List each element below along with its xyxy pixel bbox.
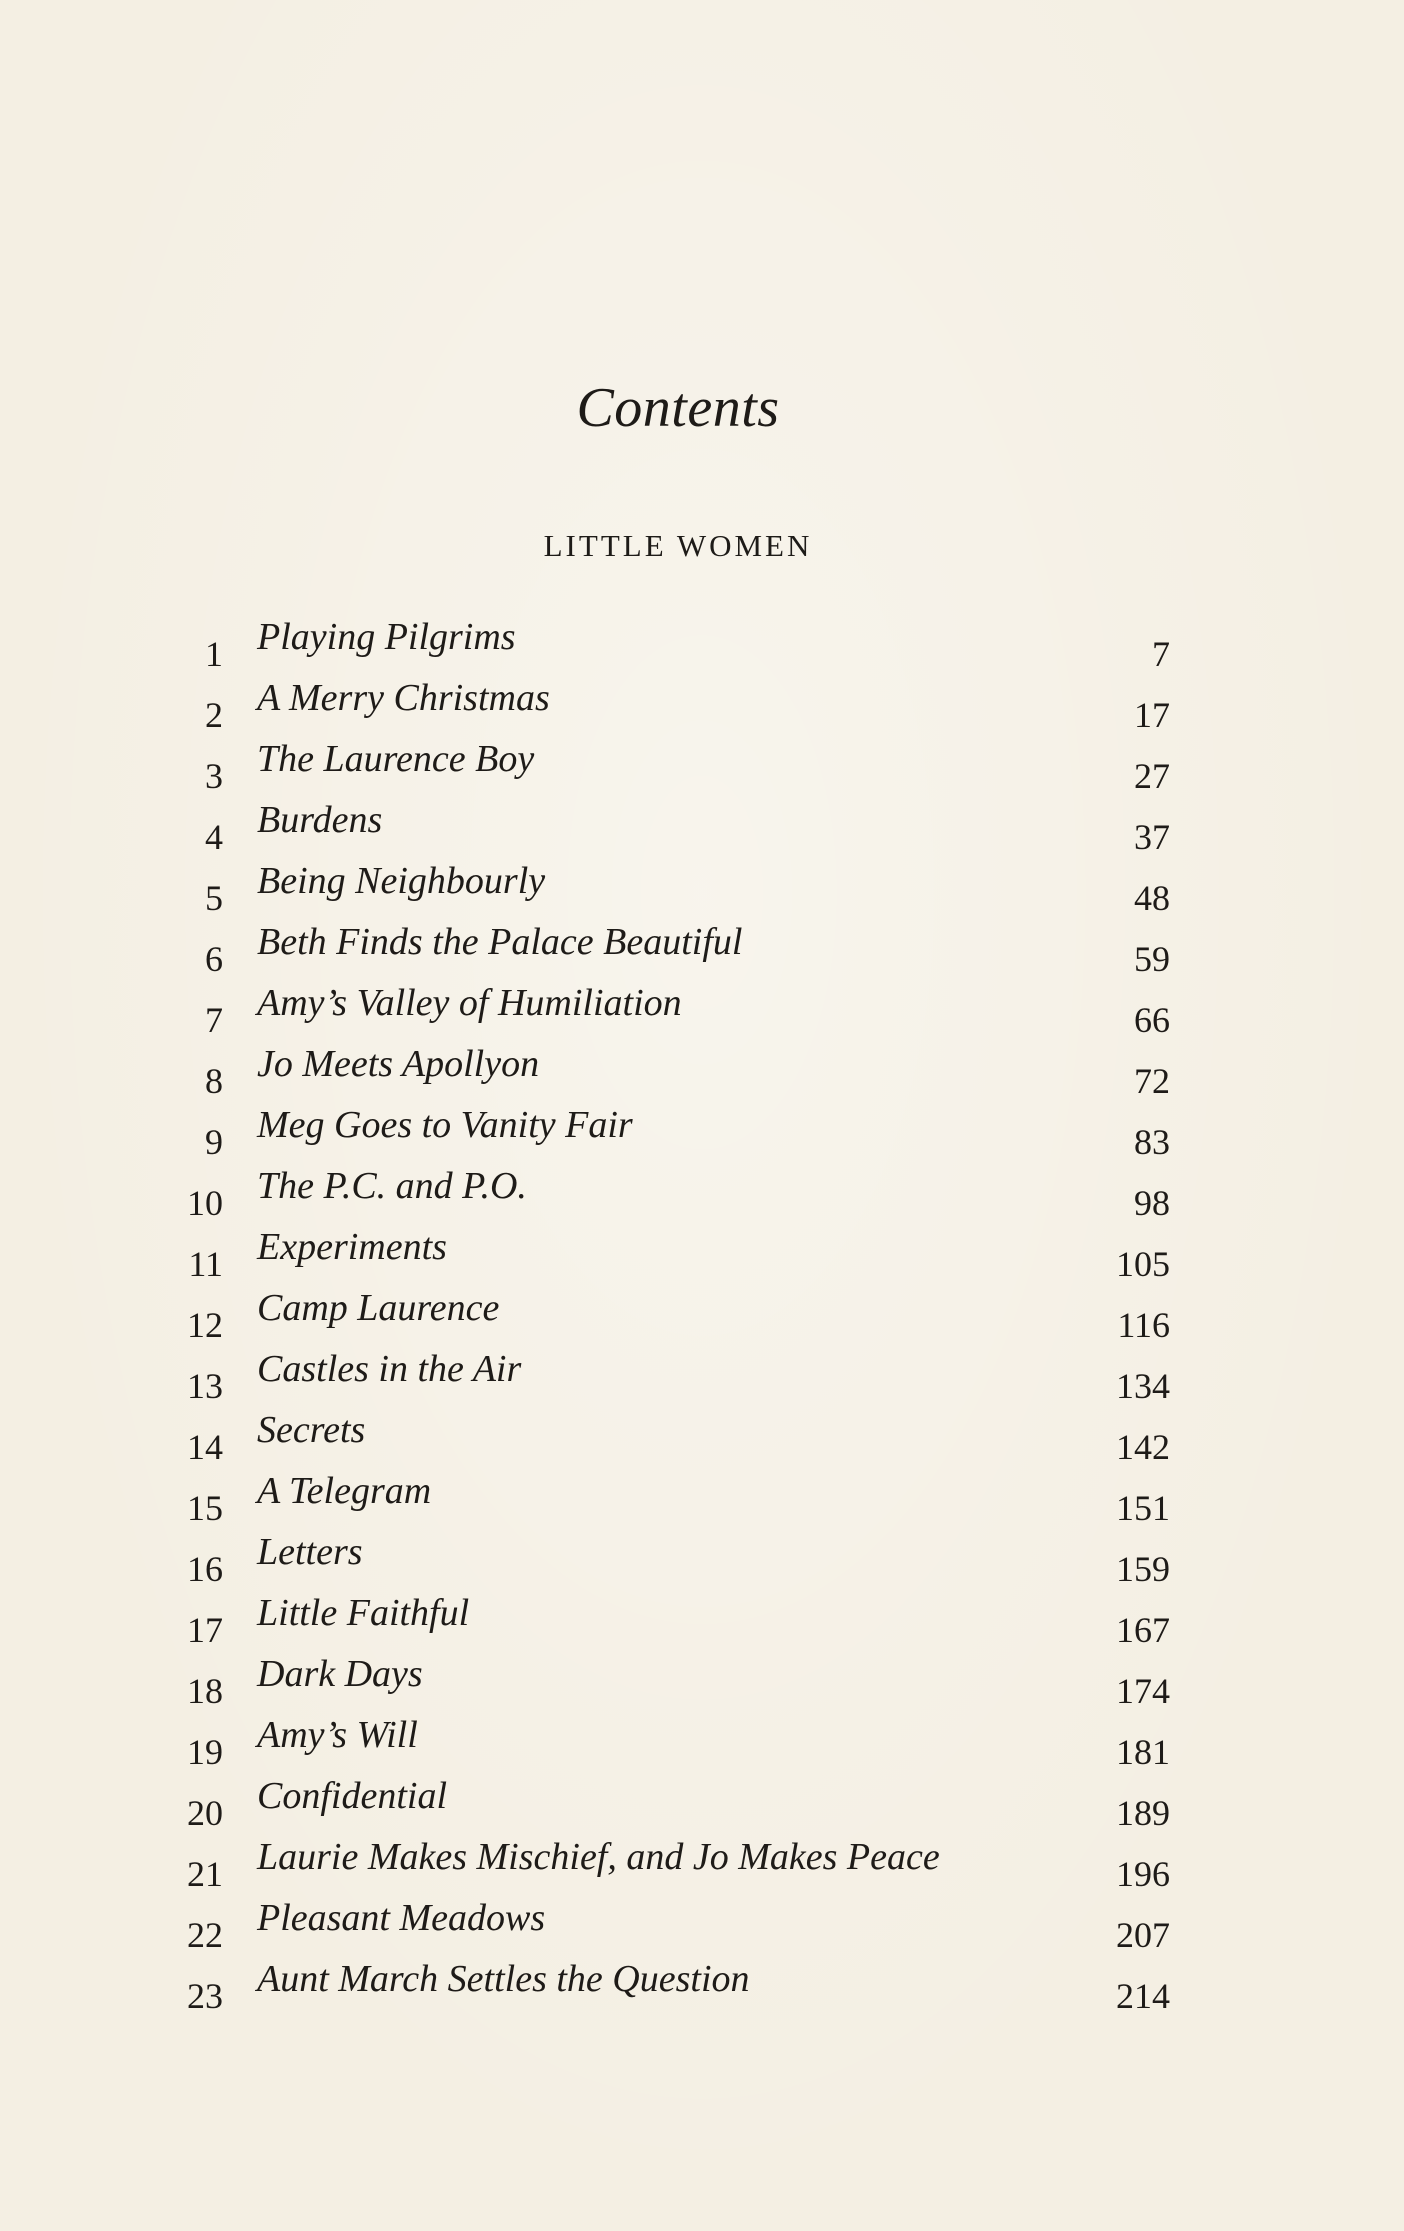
chapter-number: 2	[205, 695, 223, 735]
chapter-number: 17	[187, 1610, 223, 1650]
chapter-page-number: 37	[1134, 817, 1170, 857]
section-heading: LITTLE WOMEN	[543, 528, 813, 563]
chapter-page-number: 207	[1116, 1915, 1170, 1955]
chapter-page-number: 174	[1116, 1671, 1170, 1711]
chapter-page-number: 72	[1134, 1061, 1170, 1101]
toc-entry	[165, 1895, 1170, 1956]
chapter-number: 3	[205, 756, 223, 796]
toc-entry	[165, 1407, 1170, 1468]
toc-entry	[165, 1468, 1170, 1529]
toc-entry	[165, 1041, 1170, 1102]
toc-entry	[165, 1285, 1170, 1346]
chapter-number: 12	[187, 1305, 223, 1345]
chapter-page-number: 159	[1116, 1549, 1170, 1589]
toc-entry	[165, 1773, 1170, 1834]
chapter-title: A Telegram	[257, 1470, 432, 1512]
toc-entry	[165, 1529, 1170, 1590]
toc-entry	[165, 1346, 1170, 1407]
chapter-page-number: 17	[1134, 695, 1170, 735]
chapter-title: Amy’s Valley of Humiliation	[257, 982, 682, 1024]
chapter-title: Confidential	[257, 1775, 447, 1817]
chapter-page-number: 116	[1117, 1305, 1170, 1345]
chapter-title: Playing Pilgrims	[257, 616, 516, 658]
chapter-number: 15	[187, 1488, 223, 1528]
chapter-page-number: 48	[1134, 878, 1170, 918]
chapter-page-number: 142	[1116, 1427, 1170, 1467]
chapter-page-number: 189	[1116, 1793, 1170, 1833]
chapter-title: Meg Goes to Vanity Fair	[257, 1104, 633, 1146]
chapter-page-number: 27	[1134, 756, 1170, 796]
chapter-title: Camp Laurence	[257, 1287, 500, 1329]
chapter-title: Being Neighbourly	[257, 860, 546, 902]
page-title: Contents	[576, 377, 780, 439]
chapter-title: Laurie Makes Mischief, and Jo Makes Peace	[257, 1836, 940, 1878]
chapter-number: 5	[205, 878, 223, 918]
chapter-page-number: 105	[1116, 1244, 1170, 1284]
table-of-contents	[165, 614, 1170, 2017]
chapter-title: Castles in the Air	[257, 1348, 522, 1390]
chapter-number: 10	[187, 1183, 223, 1223]
toc-entry	[165, 1712, 1170, 1773]
chapter-title: Letters	[257, 1531, 363, 1573]
chapter-number: 8	[205, 1061, 223, 1101]
chapter-number: 4	[205, 817, 223, 857]
chapter-number: 13	[187, 1366, 223, 1406]
chapter-number: 19	[187, 1732, 223, 1772]
toc-entry	[165, 1956, 1170, 2017]
chapter-title: The P.C. and P.O.	[257, 1165, 527, 1207]
chapter-page-number: 83	[1134, 1122, 1170, 1162]
chapter-page-number: 59	[1134, 939, 1170, 979]
chapter-title: The Laurence Boy	[257, 738, 535, 780]
chapter-number: 23	[187, 1976, 223, 2016]
chapter-number: 14	[187, 1427, 223, 1467]
chapter-title: Aunt March Settles the Question	[257, 1958, 750, 2000]
toc-entry	[165, 797, 1170, 858]
toc-entry	[165, 1590, 1170, 1651]
chapter-title: A Merry Christmas	[257, 677, 550, 719]
chapter-title: Dark Days	[257, 1653, 423, 1695]
toc-entry	[165, 1102, 1170, 1163]
chapter-page-number: 167	[1116, 1610, 1170, 1650]
chapter-page-number: 214	[1116, 1976, 1170, 2016]
toc-entry	[165, 919, 1170, 980]
chapter-title: Beth Finds the Palace Beautiful	[257, 921, 743, 963]
toc-entry	[165, 1651, 1170, 1712]
toc-entry	[165, 980, 1170, 1041]
chapter-title: Experiments	[257, 1226, 447, 1268]
toc-entry	[165, 736, 1170, 797]
chapter-number: 1	[205, 634, 223, 674]
chapter-page-number: 66	[1134, 1000, 1170, 1040]
chapter-page-number: 181	[1116, 1732, 1170, 1772]
chapter-number: 6	[205, 939, 223, 979]
chapter-number: 18	[187, 1671, 223, 1711]
chapter-number: 9	[205, 1122, 223, 1162]
toc-entry	[165, 1224, 1170, 1285]
chapter-number: 11	[188, 1244, 223, 1284]
chapter-title: Little Faithful	[257, 1592, 470, 1634]
chapter-number: 22	[187, 1915, 223, 1955]
toc-entry	[165, 858, 1170, 919]
chapter-page-number: 98	[1134, 1183, 1170, 1223]
chapter-page-number: 7	[1152, 634, 1170, 674]
chapter-number: 20	[187, 1793, 223, 1833]
chapter-number: 7	[205, 1000, 223, 1040]
chapter-number: 16	[187, 1549, 223, 1589]
chapter-number: 21	[187, 1854, 223, 1894]
chapter-title: Amy’s Will	[257, 1714, 418, 1756]
chapter-title: Pleasant Meadows	[257, 1897, 546, 1939]
chapter-title: Secrets	[257, 1409, 366, 1451]
chapter-title: Burdens	[257, 799, 383, 841]
toc-entry	[165, 1834, 1170, 1895]
chapter-page-number: 196	[1116, 1854, 1170, 1894]
toc-entry	[165, 675, 1170, 736]
toc-entry	[165, 1163, 1170, 1224]
chapter-page-number: 151	[1116, 1488, 1170, 1528]
chapter-title: Jo Meets Apollyon	[257, 1043, 540, 1085]
toc-entry	[165, 614, 1170, 675]
chapter-page-number: 134	[1116, 1366, 1170, 1406]
